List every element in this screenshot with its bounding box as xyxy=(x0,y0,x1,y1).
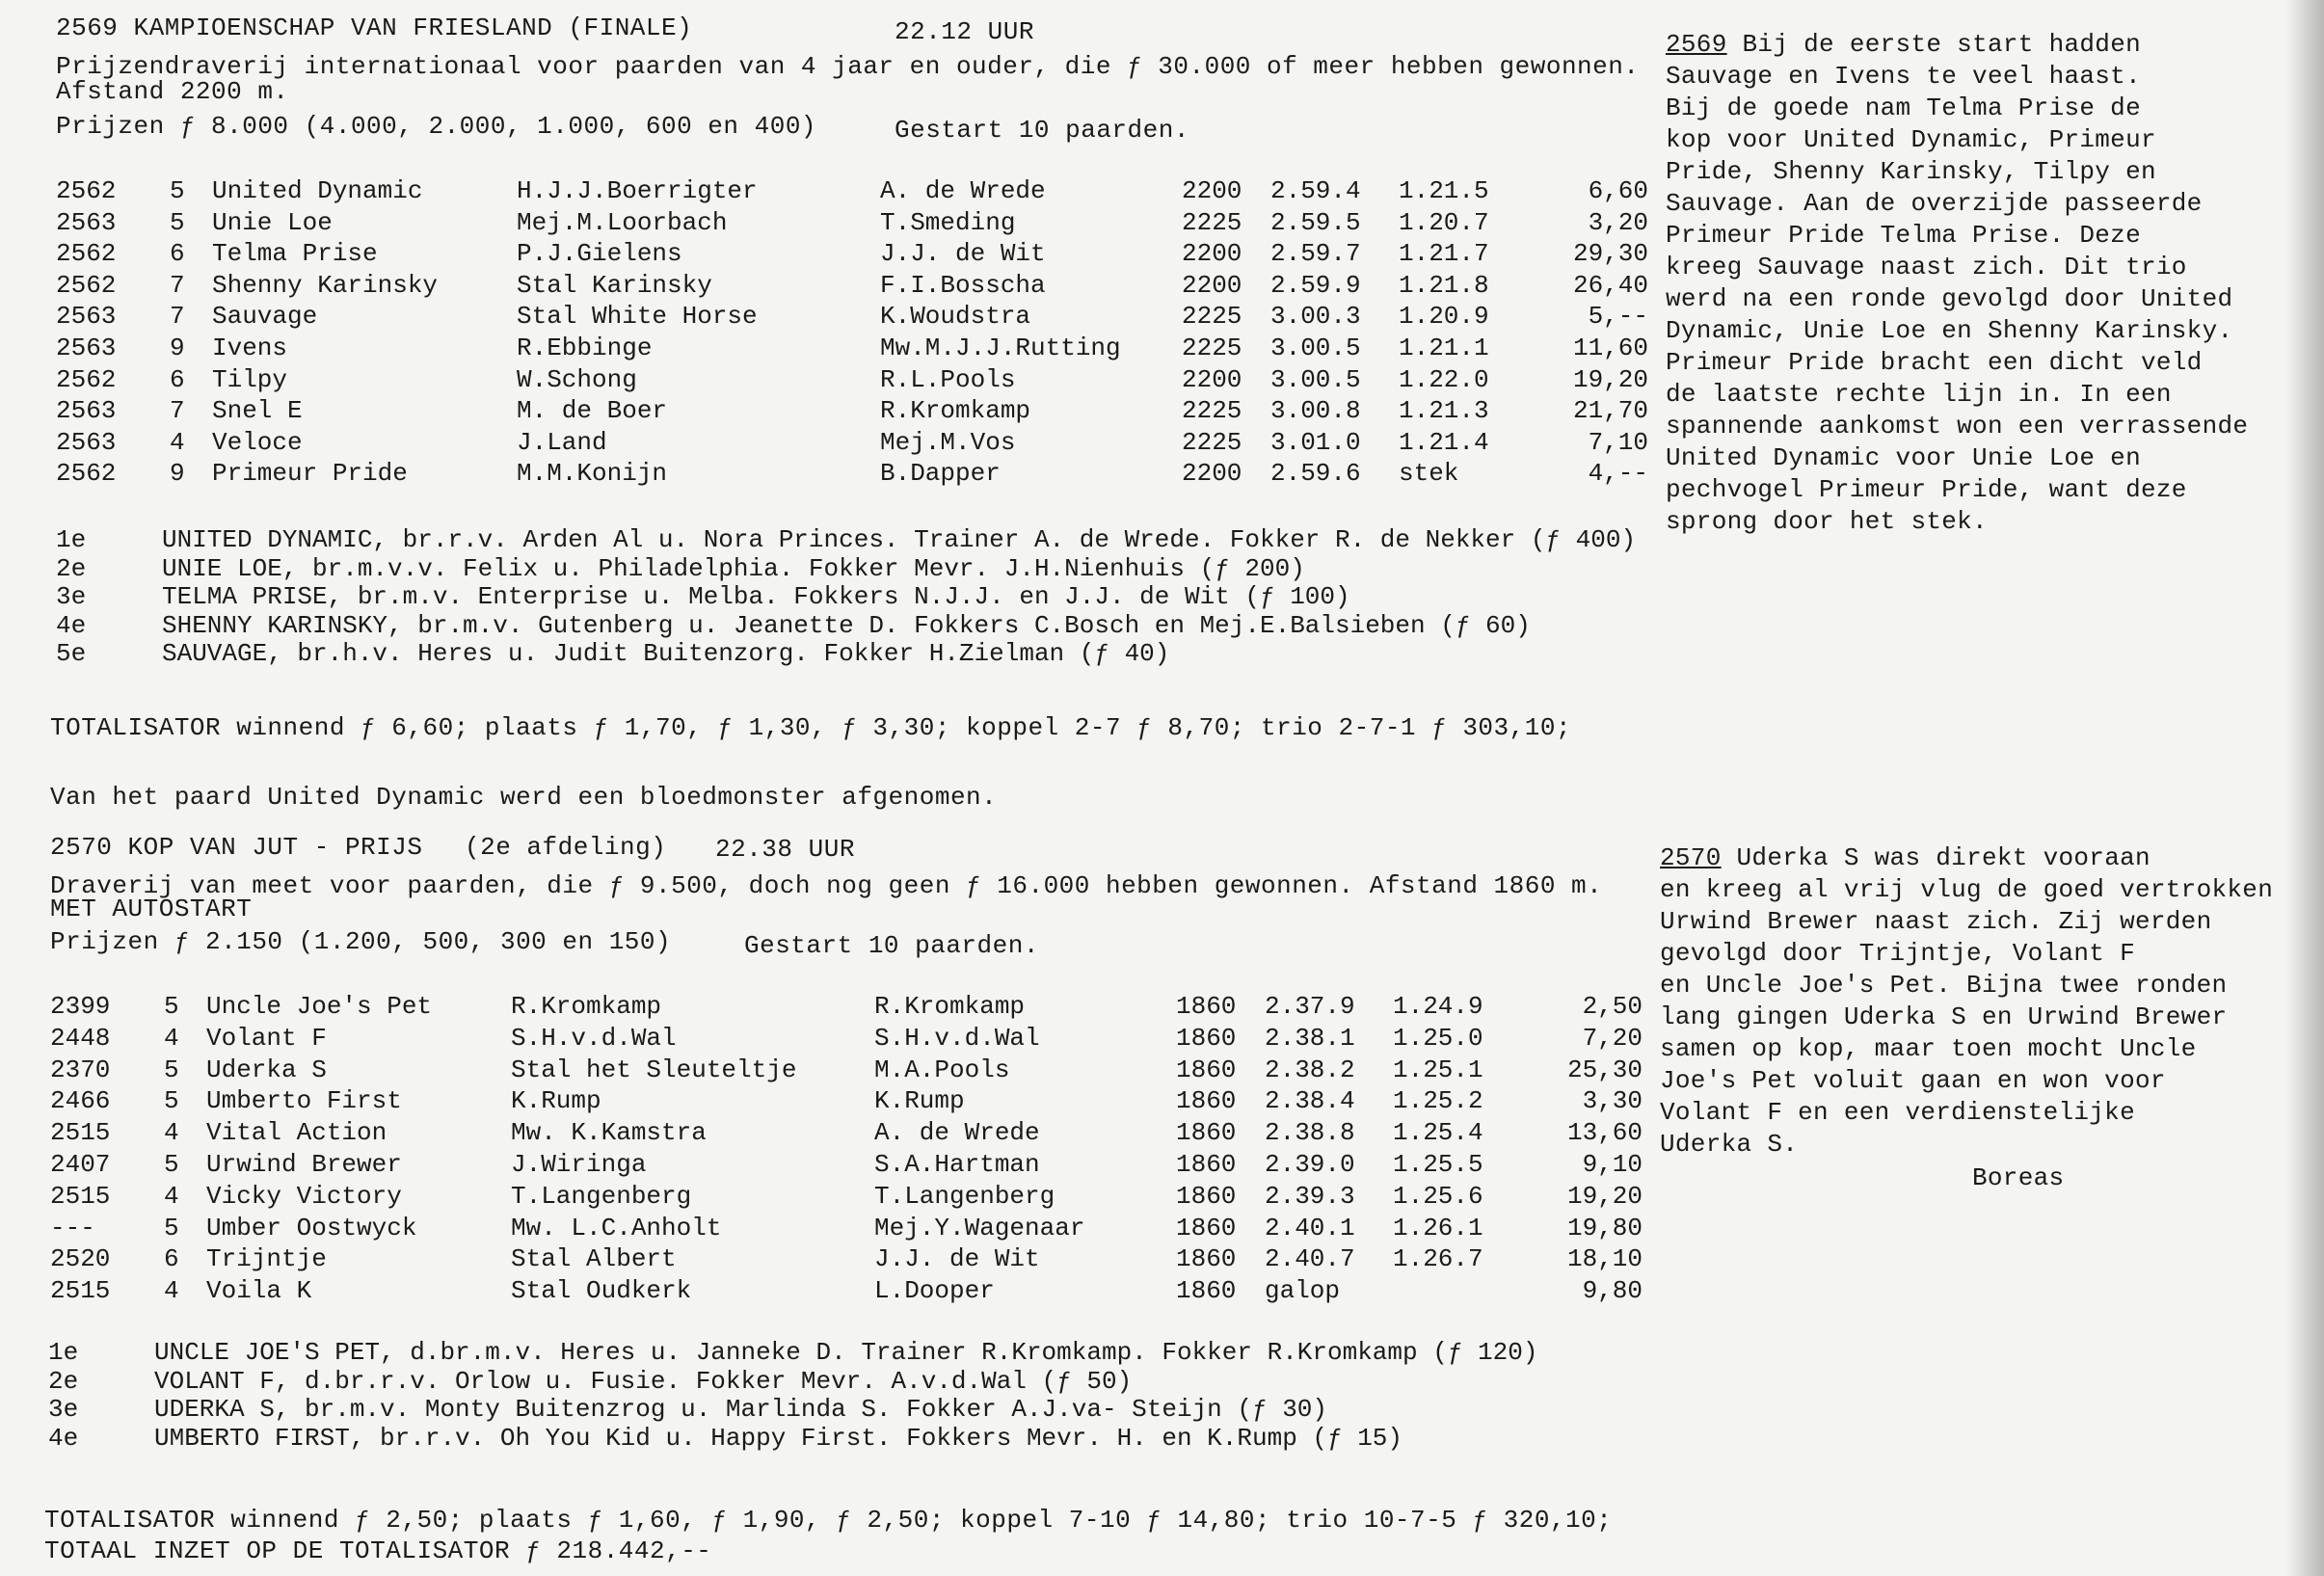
race-prizes: Prijzen ƒ 8.000 (4.000, 2.000, 1.000, 600 en 400) xyxy=(56,112,817,141)
km-time: 1.26.1 xyxy=(1393,1213,1483,1242)
driver-name: J.J. de Wit xyxy=(880,239,1046,269)
placing-position: 1e xyxy=(56,525,87,554)
owner-name: Stal het Sleuteltje xyxy=(511,1055,797,1084)
start-number: 2515 xyxy=(50,1118,111,1148)
commentary-line: en Uncle Joe's Pet. Bijna twee ronden xyxy=(1660,971,2228,1000)
commentary-line: Urwind Brewer naast zich. Zij werden xyxy=(1660,907,2212,936)
race-time: 2.38.8 xyxy=(1265,1118,1355,1148)
horse-name: Trijntje xyxy=(206,1244,327,1274)
start-number: 2562 xyxy=(56,270,117,300)
owner-name: Stal Albert xyxy=(511,1244,677,1274)
odds: 9,80 xyxy=(1582,1276,1643,1306)
commentary-line: de laatste rechte lijn in. In een xyxy=(1666,380,2172,409)
owner-name: S.H.v.d.Wal xyxy=(511,1023,677,1053)
page-shadow xyxy=(2285,0,2324,1576)
owner-name: J.Wiringa xyxy=(511,1150,647,1179)
table-row xyxy=(50,1117,1643,1148)
owner-name: Mw. L.C.Anholt xyxy=(511,1213,722,1242)
owner-name: Stal Oudkerk xyxy=(511,1276,692,1306)
start-number: 2562 xyxy=(56,364,117,394)
km-time: 1.25.5 xyxy=(1393,1150,1483,1179)
table-row xyxy=(56,207,1648,238)
start-number: 2562 xyxy=(56,176,117,205)
placing-position: 3e xyxy=(56,582,87,611)
driver-name: Mej.Y.Wagenaar xyxy=(874,1213,1085,1242)
start-number: 2466 xyxy=(50,1086,111,1116)
commentary-line: Volant F en een verdienstelijke xyxy=(1660,1098,2135,1127)
driver-name: R.Kromkamp xyxy=(874,992,1026,1021)
distance: 2200 xyxy=(1182,239,1242,269)
km-time: 1.21.7 xyxy=(1399,239,1489,269)
start-number: 2520 xyxy=(50,1244,111,1274)
commentary-line: Bij de eerste start hadden xyxy=(1726,30,2141,59)
race-time: 3.00.5 xyxy=(1270,334,1361,362)
driver-name: Mej.M.Vos xyxy=(880,427,1016,457)
start-number: 2407 xyxy=(50,1150,111,1179)
race-time: 2.37.9 xyxy=(1265,992,1355,1021)
km-time: 1.25.6 xyxy=(1393,1181,1483,1211)
odds: 19,20 xyxy=(1572,364,1648,394)
commentary-line: United Dynamic voor Unie Loe en xyxy=(1666,443,2141,472)
owner-name: Stal Karinsky xyxy=(517,270,712,300)
commentary-line: Dynamic, Unie Loe en Shenny Karinsky. xyxy=(1666,316,2233,345)
driver-name: A. de Wrede xyxy=(874,1118,1040,1148)
race-title: 2569 KAMPIOENSCHAP VAN FRIESLAND (FINALE) xyxy=(56,13,693,42)
km-time: 1.20.7 xyxy=(1399,207,1489,237)
commentary-line: kreeg Sauvage naast zich. Dit trio xyxy=(1666,253,2187,281)
start-number: 2563 xyxy=(56,334,117,362)
driver-name: T.Langenberg xyxy=(874,1181,1055,1211)
km-time: 1.21.4 xyxy=(1399,427,1489,457)
placing-position: 4e xyxy=(56,610,87,640)
km-time: 1.25.0 xyxy=(1393,1023,1483,1053)
table-row xyxy=(56,427,1648,458)
odds: 6,60 xyxy=(1588,176,1648,205)
owner-name: R.Ebbinge xyxy=(517,334,653,362)
horse-age: 5 xyxy=(164,992,179,1021)
km-time: 1.25.2 xyxy=(1393,1086,1483,1116)
commentary-line: Sauvage en Ivens te veel haast. xyxy=(1666,62,2141,91)
race-commentary xyxy=(1666,29,2248,538)
horse-name: Vicky Victory xyxy=(206,1181,402,1211)
race-time: 2.59.5 xyxy=(1270,207,1361,237)
horse-age: 4 xyxy=(164,1181,179,1211)
placing-text: UNITED DYNAMIC, br.r.v. Arden Al u. Nora Princes. Trainer A. de Wrede. Fokker R. de Nekker (ƒ 400) xyxy=(162,525,1637,554)
horse-name: Sauvage xyxy=(212,302,318,332)
race-time: 2.39.3 xyxy=(1265,1181,1355,1211)
horse-name: Voila K xyxy=(206,1276,312,1306)
odds: 11,60 xyxy=(1572,334,1648,362)
commentary-line: Joe's Pet voluit gaan en won voor xyxy=(1660,1066,2166,1095)
race-started: Gestart 10 paarden. xyxy=(895,116,1189,145)
commentary-line: Primeur Pride bracht een dicht veld xyxy=(1666,348,2203,377)
driver-name: B.Dapper xyxy=(880,459,1001,489)
driver-name: T.Smeding xyxy=(880,207,1016,237)
owner-name: T.Langenberg xyxy=(511,1181,692,1211)
race-time: 2.59.9 xyxy=(1270,270,1361,300)
signature: Boreas xyxy=(1972,1163,2065,1192)
horse-age: 6 xyxy=(170,239,185,269)
race-time: 3.00.8 xyxy=(1270,396,1361,426)
placing-position: 2e xyxy=(48,1366,79,1396)
owner-name: R.Kromkamp xyxy=(511,992,662,1021)
horse-age: 5 xyxy=(170,176,185,205)
horse-name: Snel E xyxy=(212,396,303,426)
placing-text: SAUVAGE, br.h.v. Heres u. Judit Buitenzorg. Fokker H.Zielman (ƒ 40) xyxy=(162,639,1170,668)
commentary-line: Sauvage. Aan de overzijde passeerde xyxy=(1666,189,2203,218)
km-time: 1.25.1 xyxy=(1393,1055,1483,1084)
driver-name: F.I.Bosscha xyxy=(880,270,1046,300)
driver-name: R.L.Pools xyxy=(880,364,1016,394)
km-time: 1.22.0 xyxy=(1399,364,1489,394)
odds: 21,70 xyxy=(1572,396,1648,426)
horse-age: 6 xyxy=(170,364,185,394)
race-commentary xyxy=(1660,842,2273,1194)
start-number: 2563 xyxy=(56,302,117,332)
horse-age: 5 xyxy=(164,1086,179,1116)
owner-name: J.Land xyxy=(517,427,607,457)
table-row xyxy=(56,238,1648,269)
table-row xyxy=(50,1243,1643,1274)
distance: 1860 xyxy=(1176,1213,1237,1242)
race-time: 2.40.1 xyxy=(1265,1213,1355,1242)
race-start-type: MET AUTOSTART xyxy=(50,895,253,923)
placing-text: UNCLE JOE'S PET, d.br.m.v. Heres u. Janneke D. Trainer R.Kromkamp. Fokker R.Kromkamp (ƒ 120) xyxy=(154,1338,1538,1367)
distance: 1860 xyxy=(1176,1023,1237,1053)
horse-name: Uderka S xyxy=(206,1055,327,1084)
start-number: 2370 xyxy=(50,1055,111,1084)
km-time: 1.21.3 xyxy=(1399,396,1489,426)
horse-age: 7 xyxy=(170,302,185,332)
distance: 2200 xyxy=(1182,364,1242,394)
odds: 18,10 xyxy=(1566,1244,1643,1274)
odds: 13,60 xyxy=(1566,1118,1643,1148)
odds: 7,10 xyxy=(1588,427,1648,457)
km-time: 1.21.8 xyxy=(1399,270,1489,300)
horse-name: Veloce xyxy=(212,427,303,457)
owner-name: P.J.Gielens xyxy=(517,239,682,269)
horse-name: Tilpy xyxy=(212,364,288,394)
distance: 1860 xyxy=(1176,992,1237,1021)
horse-name: Urwind Brewer xyxy=(206,1150,402,1179)
commentary-line: werd na een ronde gevolgd door United xyxy=(1666,284,2233,313)
commentary-race-number: 2570 xyxy=(1660,843,1722,872)
owner-name: H.J.J.Boerrigter xyxy=(517,176,758,205)
odds: 4,-- xyxy=(1588,459,1648,489)
driver-name: K.Woudstra xyxy=(880,302,1031,332)
table-row xyxy=(56,270,1648,301)
race-time: galop xyxy=(1265,1276,1341,1306)
distance: 1860 xyxy=(1176,1276,1237,1306)
horse-name: Primeur Pride xyxy=(212,459,408,489)
table-row xyxy=(50,1149,1643,1180)
table-row xyxy=(50,1181,1643,1212)
table-row xyxy=(50,1085,1643,1116)
start-number: 2515 xyxy=(50,1181,111,1211)
km-time: 1.20.9 xyxy=(1399,302,1489,332)
owner-name: Mej.M.Loorbach xyxy=(517,207,728,237)
race-title: 2570 KOP VAN JUT - PRIJS xyxy=(50,833,423,862)
race-time: 3.00.5 xyxy=(1270,364,1361,394)
odds: 5,-- xyxy=(1588,302,1648,332)
driver-name: R.Kromkamp xyxy=(880,396,1031,426)
odds: 26,40 xyxy=(1572,270,1648,300)
horse-name: Unie Loe xyxy=(212,207,333,237)
commentary-line: Uderka S was direkt vooraan xyxy=(1721,843,2150,872)
distance: 2225 xyxy=(1182,396,1242,426)
horse-name: Vital Action xyxy=(206,1118,387,1148)
commentary-line: pechvogel Primeur Pride, want deze xyxy=(1666,475,2187,504)
driver-name: Mw.M.J.J.Rutting xyxy=(880,334,1121,362)
race-time: 2.59.4 xyxy=(1270,176,1361,205)
placing-text: VOLANT F, d.br.r.v. Orlow u. Fusie. Fokker Mevr. A.v.d.Wal (ƒ 50) xyxy=(154,1366,1133,1396)
start-number: 2563 xyxy=(56,207,117,237)
horse-age: 4 xyxy=(164,1276,179,1306)
commentary-line: gevolgd door Trijntje, Volant F xyxy=(1660,939,2135,968)
driver-name: J.J. de Wit xyxy=(874,1244,1040,1274)
km-time: 1.21.1 xyxy=(1399,334,1489,362)
total-stake-line: TOTAAL INZET OP DE TOTALISATOR ƒ 218.442,-- xyxy=(44,1536,712,1565)
start-number: 2562 xyxy=(56,459,117,489)
commentary-line: sprong door het stek. xyxy=(1666,507,1988,536)
km-time: 1.26.7 xyxy=(1393,1244,1483,1274)
placing-text: UMBERTO FIRST, br.r.v. Oh You Kid u. Happy First. Fokkers Mevr. H. en K.Rump (ƒ 15) xyxy=(154,1423,1403,1453)
table-row xyxy=(50,1275,1643,1306)
race-time: 22.38 UUR xyxy=(715,835,855,864)
distance: 1860 xyxy=(1176,1150,1237,1179)
horse-age: 5 xyxy=(164,1213,179,1242)
placing-text: SHENNY KARINSKY, br.m.v. Gutenberg u. Jeanette D. Fokkers C.Bosch en Mej.E.Balsieben (ƒ 60) xyxy=(162,610,1531,640)
table-row xyxy=(56,301,1648,332)
totalisator-line: TOTALISATOR winnend ƒ 2,50; plaats ƒ 1,60, ƒ 1,90, ƒ 2,50; koppel 7-10 ƒ 14,80; trio 10-7-5 ƒ 320,10; xyxy=(44,1506,1613,1535)
commentary-line: Uderka S. xyxy=(1660,1130,1799,1159)
placing-text: UDERKA S, br.m.v. Monty Buitenzrog u. Marlinda S. Fokker A.J.va- Steijn (ƒ 30) xyxy=(154,1395,1327,1424)
start-number: 2448 xyxy=(50,1023,111,1053)
table-row xyxy=(56,395,1648,426)
driver-name: A. de Wrede xyxy=(880,176,1046,205)
odds: 2,50 xyxy=(1582,992,1643,1021)
race-time: 3.01.0 xyxy=(1270,427,1361,457)
start-number: 2562 xyxy=(56,239,117,269)
km-time: 1.25.4 xyxy=(1393,1118,1483,1148)
commentary-line: Pride, Shenny Karinsky, Tilpy en xyxy=(1666,157,2156,186)
start-number: 2399 xyxy=(50,992,111,1021)
km-time: 1.24.9 xyxy=(1393,992,1483,1021)
km-time: stek xyxy=(1399,459,1459,489)
placing-position: 2e xyxy=(56,553,87,583)
distance: 1860 xyxy=(1176,1244,1237,1274)
driver-name: K.Rump xyxy=(874,1086,965,1116)
commentary-line: Bij de goede nam Telma Prise de xyxy=(1666,93,2141,122)
note-line: Van het paard United Dynamic werd een bloedmonster afgenomen. xyxy=(50,783,998,812)
horse-name: Volant F xyxy=(206,1023,327,1053)
driver-name: S.A.Hartman xyxy=(874,1150,1040,1179)
horse-age: 5 xyxy=(164,1150,179,1179)
owner-name: W.Schong xyxy=(517,364,637,394)
distance: 1860 xyxy=(1176,1055,1237,1084)
horse-name: Telma Prise xyxy=(212,239,378,269)
horse-age: 7 xyxy=(170,270,185,300)
driver-name: S.H.v.d.Wal xyxy=(874,1023,1040,1053)
commentary-line: Primeur Pride Telma Prise. Deze xyxy=(1666,221,2141,250)
distance: 2225 xyxy=(1182,427,1242,457)
commentary-race-number: 2569 xyxy=(1666,30,1727,59)
race-conditions: Draverij van meet voor paarden, die ƒ 9.500, doch nog geen ƒ 16.000 hebben gewonnen. Afstand 1860 m. xyxy=(50,871,1603,900)
start-number: 2563 xyxy=(56,427,117,457)
odds: 3,20 xyxy=(1588,207,1648,237)
odds: 19,20 xyxy=(1566,1181,1643,1211)
race-time: 2.38.2 xyxy=(1265,1055,1355,1084)
table-row xyxy=(50,1055,1643,1085)
race-time: 2.38.1 xyxy=(1265,1023,1355,1053)
distance: 2200 xyxy=(1182,270,1242,300)
start-number: 2515 xyxy=(50,1276,111,1306)
owner-name: M. de Boer xyxy=(517,396,668,426)
horse-name: Shenny Karinsky xyxy=(212,270,439,300)
placing-position: 5e xyxy=(56,639,87,668)
odds: 3,30 xyxy=(1582,1086,1643,1116)
table-row xyxy=(56,333,1648,363)
totalisator-line: TOTALISATOR winnend ƒ 6,60; plaats ƒ 1,70, ƒ 1,30, ƒ 3,30; koppel 2-7 ƒ 8,70; trio 2-7-1 ƒ 303,10; xyxy=(50,713,1572,742)
placing-text: TELMA PRISE, br.m.v. Enterprise u. Melba. Fokkers N.J.J. en J.J. de Wit (ƒ 100) xyxy=(162,582,1350,611)
distance: 1860 xyxy=(1176,1118,1237,1148)
race-time: 2.59.7 xyxy=(1270,239,1361,269)
race-time: 2.39.0 xyxy=(1265,1150,1355,1179)
horse-age: 4 xyxy=(164,1023,179,1053)
horse-age: 5 xyxy=(164,1055,179,1084)
race-distance: Afstand 2200 m. xyxy=(56,77,289,106)
driver-name: M.A.Pools xyxy=(874,1055,1010,1084)
horse-age: 9 xyxy=(170,459,185,489)
km-time: 1.21.5 xyxy=(1399,176,1489,205)
horse-name: United Dynamic xyxy=(212,176,423,205)
owner-name: Stal White Horse xyxy=(517,302,758,332)
odds: 19,80 xyxy=(1566,1213,1643,1242)
placing-text: UNIE LOE, br.m.v.v. Felix u. Philadelphia. Fokker Mevr. J.H.Nienhuis (ƒ 200) xyxy=(162,553,1305,583)
commentary-line: spannende aankomst won een verrassende xyxy=(1666,412,2249,441)
start-number: 2563 xyxy=(56,396,117,426)
horse-age: 4 xyxy=(164,1118,179,1148)
owner-name: Mw. K.Kamstra xyxy=(511,1118,707,1148)
horse-name: Uncle Joe's Pet xyxy=(206,992,433,1021)
race-time: 2.40.7 xyxy=(1265,1244,1355,1274)
race-conditions: Prijzendraverij internationaal voor paarden van 4 jaar en ouder, die ƒ 30.000 of meer hebben gewonnen. xyxy=(56,52,1640,81)
horse-name: Umber Oostwyck xyxy=(206,1213,417,1242)
horse-age: 6 xyxy=(164,1244,179,1274)
race-time: 3.00.3 xyxy=(1270,302,1361,332)
distance: 1860 xyxy=(1176,1086,1237,1116)
placing-position: 1e xyxy=(48,1338,79,1367)
race-time: 22.12 UUR xyxy=(895,17,1034,46)
owner-name: K.Rump xyxy=(511,1086,601,1116)
table-row xyxy=(50,991,1643,1022)
race-started: Gestart 10 paarden. xyxy=(744,931,1039,960)
table-row xyxy=(50,1023,1643,1054)
distance: 2200 xyxy=(1182,176,1242,205)
race-time: 2.59.6 xyxy=(1270,459,1361,489)
odds: 29,30 xyxy=(1572,239,1648,269)
race-subtitle: (2e afdeling) xyxy=(465,833,667,862)
distance: 1860 xyxy=(1176,1181,1237,1211)
placing-position: 4e xyxy=(48,1423,79,1453)
odds: 7,20 xyxy=(1582,1023,1643,1053)
table-row xyxy=(56,364,1648,395)
horse-age: 9 xyxy=(170,334,185,362)
driver-name: L.Dooper xyxy=(874,1276,995,1306)
table-row xyxy=(56,458,1648,489)
table-row xyxy=(50,1213,1643,1243)
odds: 25,30 xyxy=(1566,1055,1643,1084)
race-prizes: Prijzen ƒ 2.150 (1.200, 500, 300 en 150) xyxy=(50,927,672,956)
distance: 2225 xyxy=(1182,207,1242,237)
horse-age: 7 xyxy=(170,396,185,426)
horse-name: Umberto First xyxy=(206,1086,402,1116)
commentary-line: lang gingen Uderka S en Urwind Brewer xyxy=(1660,1002,2228,1031)
start-number: --- xyxy=(50,1213,95,1242)
horse-name: Ivens xyxy=(212,334,288,362)
distance: 2200 xyxy=(1182,459,1242,489)
placing-position: 3e xyxy=(48,1395,79,1424)
horse-age: 5 xyxy=(170,207,185,237)
table-row xyxy=(56,175,1648,206)
odds: 9,10 xyxy=(1582,1150,1643,1179)
commentary-line: kop voor United Dynamic, Primeur xyxy=(1666,125,2156,154)
race-time: 2.38.4 xyxy=(1265,1086,1355,1116)
owner-name: M.M.Konijn xyxy=(517,459,668,489)
commentary-line: samen op kop, maar toen mocht Uncle xyxy=(1660,1034,2197,1063)
horse-age: 4 xyxy=(170,427,185,457)
commentary-line: en kreeg al vrij vlug de goed vertrokken xyxy=(1660,875,2274,904)
distance: 2225 xyxy=(1182,302,1242,332)
distance: 2225 xyxy=(1182,334,1242,362)
